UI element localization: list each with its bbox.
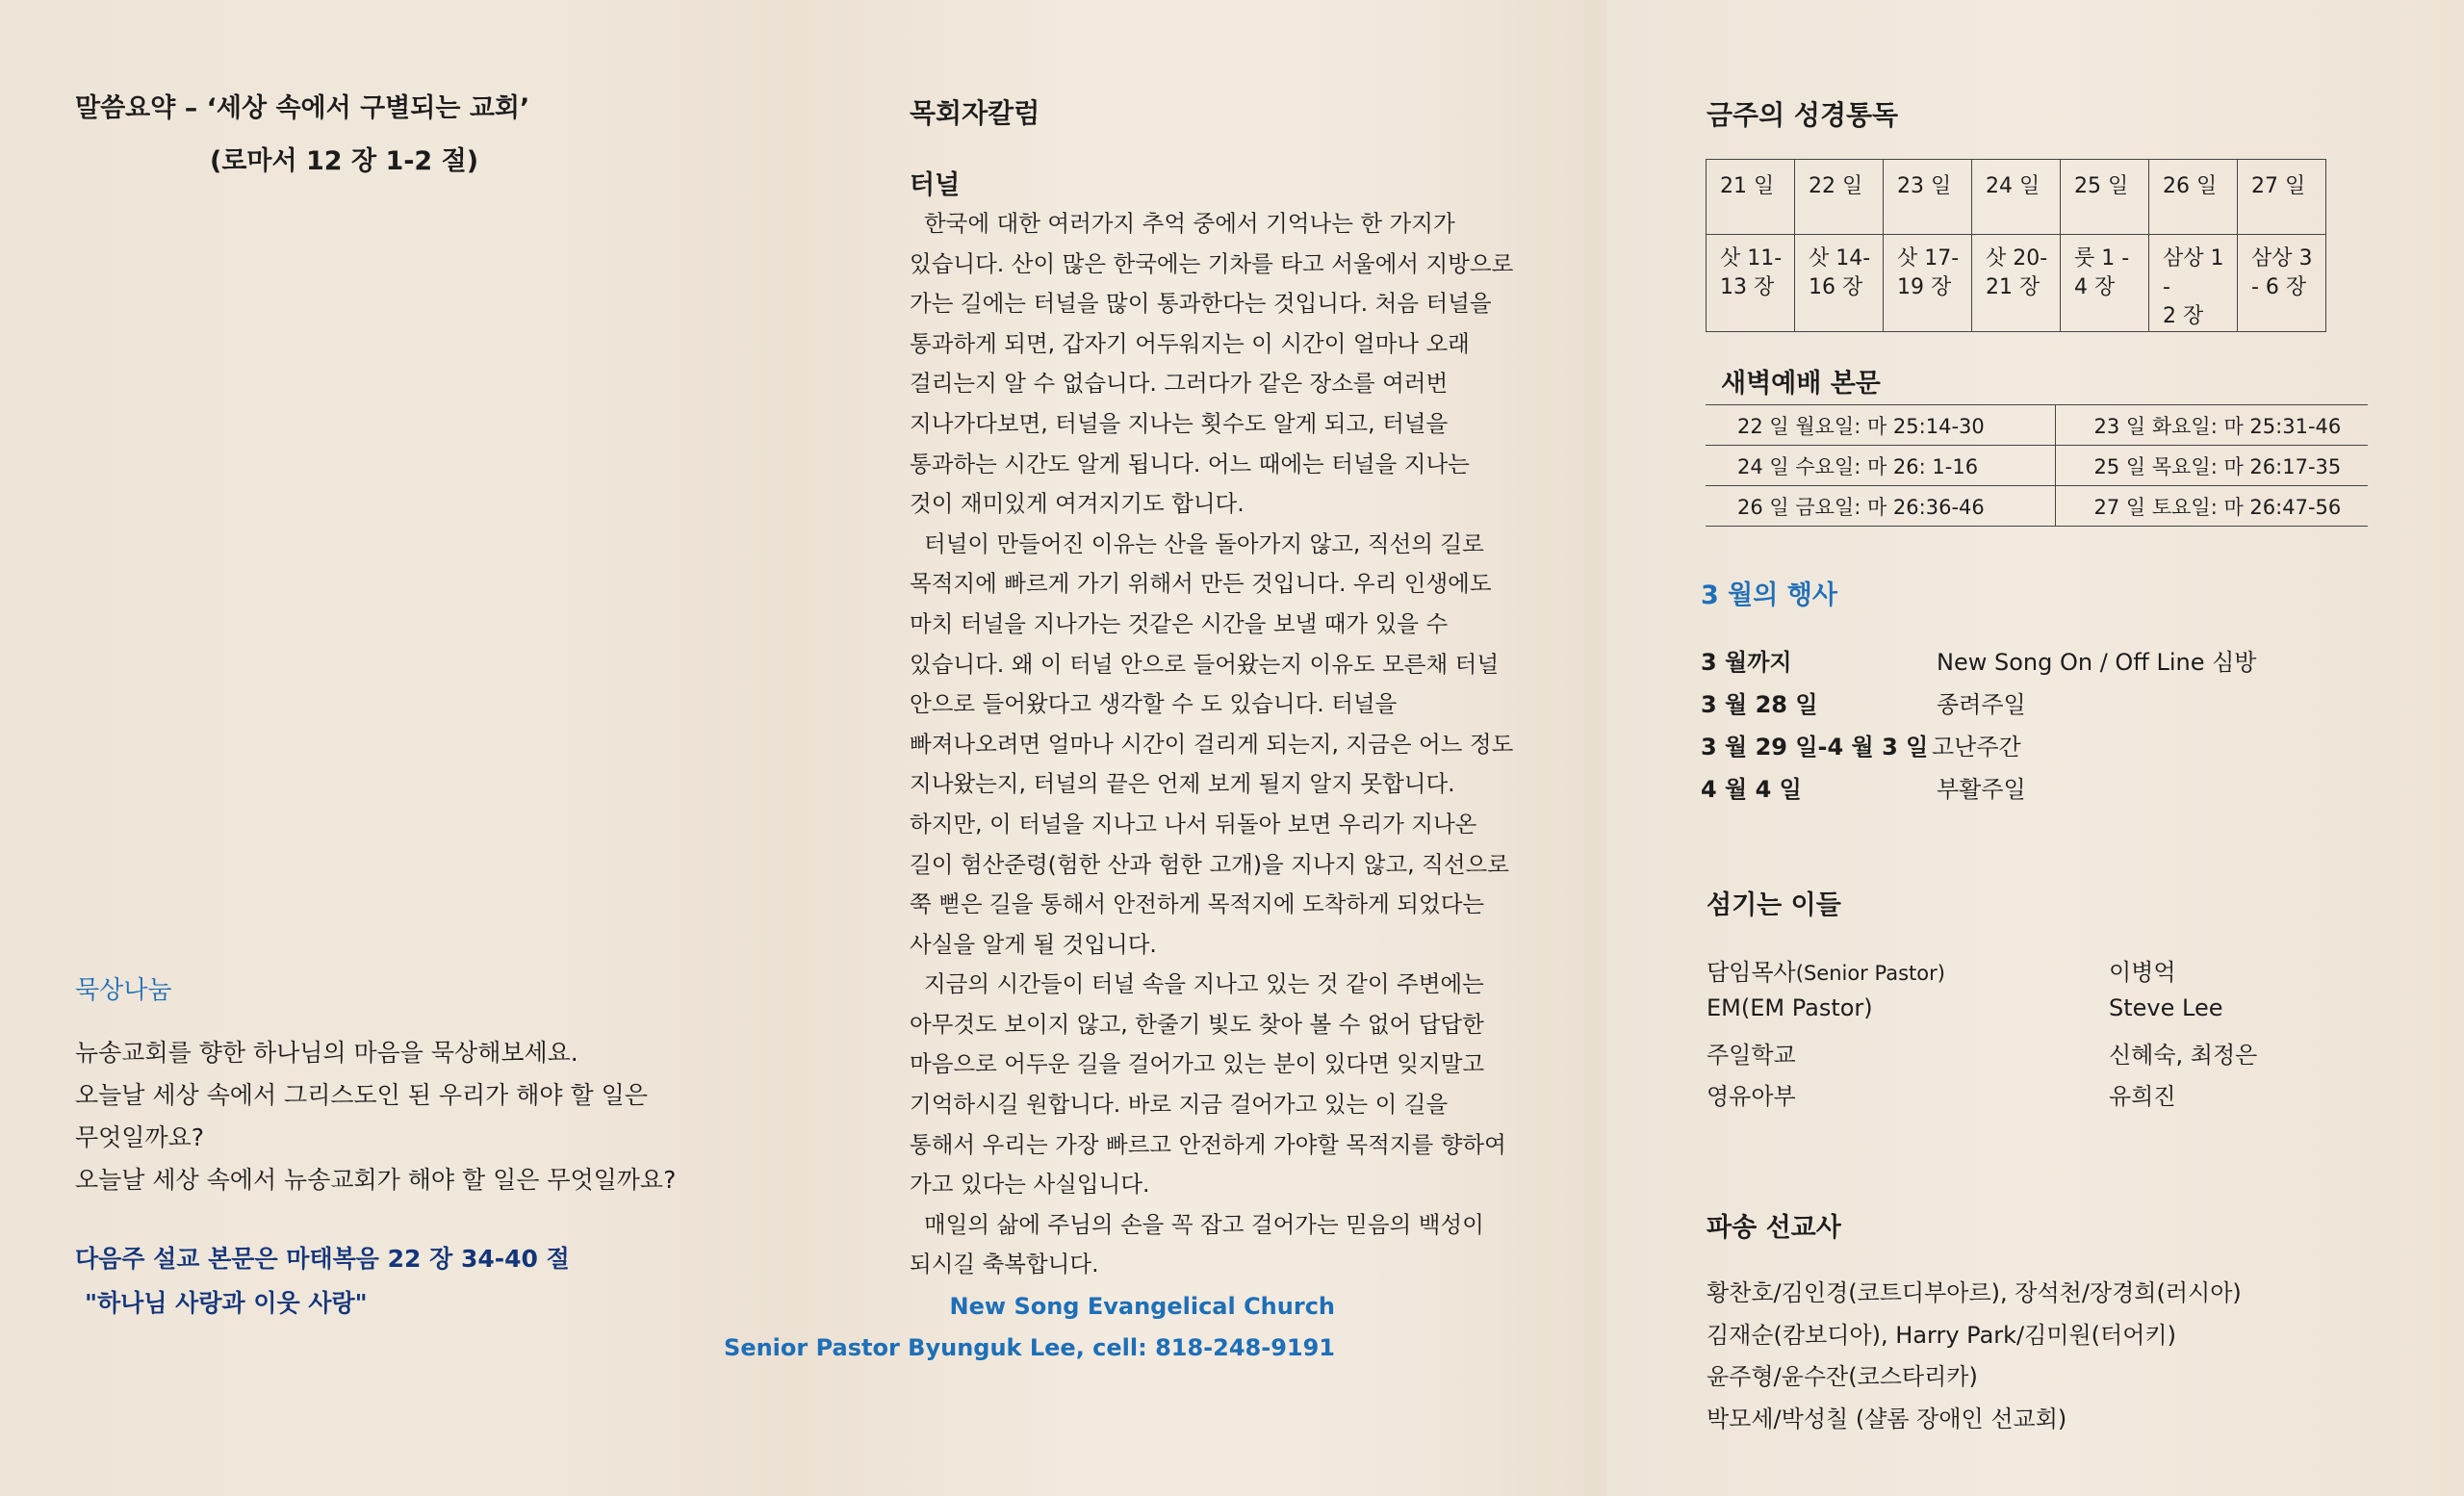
essay-line: 가는 길에는 터널을 많이 통과한다는 것입니다. 처음 터널을	[910, 290, 1492, 318]
pastor-contact: Senior Pastor Byunguk Lee, cell: 818-248-9191	[724, 1334, 1335, 1361]
bible-reading-cell	[2061, 235, 2149, 332]
bible-day-cell: 23 일	[1884, 160, 1972, 235]
bible-reading-cell	[1884, 235, 1972, 332]
dawn-cell: 26 일 금요일: 마 26:36-46	[1706, 486, 2055, 527]
essay-line: 있습니다. 왜 이 터널 안으로 들어왔는지 이유도 모른채 터널	[910, 650, 1500, 678]
meditation-line: 무엇일까요?	[75, 1123, 205, 1151]
essay-line: 지나왔는지, 터널의 끝은 언제 보게 될지 알지 못합니다.	[910, 770, 1455, 798]
event-name: 고난주간	[1932, 734, 2021, 761]
dawn-cell: 24 일 수요일: 마 26: 1-16	[1706, 446, 2055, 486]
event-date: 4 월 4 일	[1701, 776, 1802, 803]
missionary-line: 윤주형/윤수잔(코스타리카)	[1707, 1363, 1978, 1390]
essay-line: 것이 재미있게 여겨지기도 합니다.	[910, 490, 1245, 518]
essay-line: 쭉 뻗은 길을 통해서 안전하게 목적지에 도착하게 되었다는	[910, 890, 1485, 918]
essay-title: 터널	[910, 170, 961, 200]
servant-role: 영유아부	[1707, 1083, 1796, 1110]
missionary-line: 김재순(캄보디아), Harry Park/김미원(터어키)	[1707, 1321, 2176, 1349]
bible-day-cell: 25 일	[2061, 160, 2149, 235]
servant-role	[1707, 953, 1945, 987]
pastor-column-heading: 목회자칼럼	[910, 97, 1040, 129]
essay-line: 가고 있다는 사실입니다.	[910, 1171, 1150, 1199]
essay-line: 목적지에 빠르게 가기 위해서 만든 것입니다. 우리 인생에도	[910, 570, 1492, 598]
essay-line: 길이 험산준령(험한 산과 험한 고개)을 지나지 않고, 직선으로	[910, 850, 1509, 878]
reading-line: 2 장	[2163, 304, 2204, 328]
meditation-heading: 묵상나눔	[75, 976, 172, 1005]
events-heading: 3 월의 행사	[1701, 580, 1837, 610]
servants-heading: 섬기는 이들	[1707, 890, 1841, 920]
essay-line: 하지만, 이 터널을 지나고 나서 뒤돌아 보면 우리가 지나온	[910, 810, 1477, 838]
servant-role: 주일학교	[1707, 1042, 1796, 1069]
servant-name: 이병억	[2109, 959, 2176, 986]
dawn-cell: 25 일 목요일: 마 26:17-35	[2055, 446, 2368, 486]
event-name: 부활주일	[1937, 776, 2026, 803]
bible-days-row	[1707, 160, 2326, 235]
dawn-row	[1706, 446, 2368, 486]
essay-line: 한국에 대한 여러가지 추억 중에서 기억나는 한 가지가	[910, 210, 1455, 237]
reading-line: 19 장	[1897, 275, 1952, 299]
event-date: 3 월 28 일	[1701, 691, 1818, 718]
event-name: 종려주일	[1937, 691, 2026, 718]
essay-line: 되시길 축복합니다.	[910, 1251, 1099, 1278]
bible-reading-cell	[1795, 235, 1884, 332]
essay-line: 아무것도 보이지 않고, 한줄기 빛도 찾아 볼 수 없어 답답한	[910, 1010, 1484, 1038]
reading-line: 룻 1 -	[2074, 246, 2130, 271]
bible-day-cell: 24 일	[1972, 160, 2061, 235]
bible-day-cell: 22 일	[1795, 160, 1884, 235]
reading-line: 삿 17-	[1897, 246, 1960, 271]
missionary-line: 황찬호/김인경(코트디부아르), 장석천/장경희(러시아)	[1707, 1279, 2242, 1306]
reading-line: 4 장	[2074, 275, 2116, 299]
missionaries-heading: 파송 선교사	[1707, 1213, 1841, 1243]
essay-line: 마음으로 어두운 길을 걸어가고 있는 분이 있다면 잊지말고	[910, 1050, 1485, 1078]
meditation-line: 뉴송교회를 향한 하나님의 마음을 묵상해보세요.	[75, 1039, 578, 1067]
essay-line: 매일의 삶에 주님의 손을 꼭 잡고 걸어가는 믿음의 백성이	[910, 1210, 1484, 1238]
essay-line: 터널이 만들어진 이유는 산을 돌아가지 않고, 직선의 길로	[910, 529, 1484, 557]
bible-reading-cell	[1707, 235, 1795, 332]
meditation-line: 오늘날 세상 속에서 그리스도인 된 우리가 해야 할 일은	[75, 1081, 648, 1109]
reading-line: 삿 14-	[1809, 246, 1871, 271]
meditation-questions	[75, 1032, 676, 1201]
essay-line: 통해서 우리는 가장 빠르고 안전하게 가야할 목적지를 향하여	[910, 1130, 1506, 1158]
missionary-line: 박모세/박성칠 (샬롬 장애인 선교회)	[1707, 1405, 2067, 1432]
reading-line: 21 장	[1986, 275, 2040, 299]
bible-day-cell: 21 일	[1707, 160, 1795, 235]
reading-line: 삿 11-	[1720, 246, 1783, 271]
servant-name: 신혜숙, 최정은	[2109, 1042, 2258, 1069]
dawn-service-heading: 새벽예배 본문	[1721, 369, 1881, 399]
essay-line: 걸리는지 알 수 없습니다. 그러다가 같은 장소를 여러번	[910, 370, 1449, 398]
event-date: 3 월 29 일-4 월 3 일	[1701, 734, 1929, 761]
reading-line: 삿 20-	[1986, 246, 2048, 271]
missionaries-list	[1707, 1273, 2242, 1440]
servant-name: Steve Lee	[2109, 994, 2223, 1021]
essay-line: 있습니다. 산이 많은 한국에는 기차를 타고 서울에서 지방으로	[910, 249, 1514, 277]
bible-reading-cell	[2149, 235, 2238, 332]
essay-line: 마치 터널을 지나가는 것같은 시간을 보낼 때가 있을 수	[910, 609, 1449, 637]
bible-reading-cell	[1972, 235, 2061, 332]
sermon-scripture-reference: (로마서 12 장 1-2 절)	[210, 146, 479, 176]
bible-day-cell: 27 일	[2238, 160, 2326, 235]
essay-line: 사실을 알게 될 것입니다.	[910, 930, 1157, 958]
servant-role-label: 담임목사	[1707, 959, 1796, 986]
essay-line: 지금의 시간들이 터널 속을 지나고 있는 것 같이 주변에는	[910, 970, 1484, 998]
essay-line: 안으로 들어왔다고 생각할 수 도 있습니다. 터널을	[910, 690, 1398, 718]
church-name: New Song Evangelical Church	[949, 1293, 1335, 1320]
dawn-service-table	[1706, 404, 2368, 527]
essay-line: 통과하게 되면, 갑자기 어두워지는 이 시간이 얼마나 오래	[910, 329, 1470, 357]
essay-body	[910, 204, 1554, 1285]
servant-role: EM(EM Pastor)	[1707, 994, 1873, 1021]
bible-day-cell: 26 일	[2149, 160, 2238, 235]
next-sermon-text: 다음주 설교 본문은 마태복음 22 장 34-40 절	[75, 1245, 570, 1273]
bible-reading-table	[1706, 159, 2326, 332]
reading-line: 16 장	[1809, 275, 1863, 299]
dawn-cell: 22 일 월요일: 마 25:14-30	[1706, 405, 2055, 446]
dawn-row	[1706, 405, 2368, 446]
bible-reading-cell	[2238, 235, 2326, 332]
reading-line: 삼상 3	[2251, 246, 2313, 271]
event-date: 3 월까지	[1701, 649, 1792, 676]
essay-line: 기억하시길 원합니다. 바로 지금 걸어가고 있는 이 길을	[910, 1091, 1449, 1119]
event-name: New Song On / Off Line 심방	[1937, 649, 2257, 676]
essay-line: 통과하는 시간도 알게 됩니다. 어느 때에는 터널을 지나는	[910, 450, 1470, 477]
reading-line: 13 장	[1720, 275, 1775, 299]
essay-line: 지나가다보면, 터널을 지나는 횟수도 알게 되고, 터널을	[910, 409, 1449, 437]
dawn-cell: 27 일 토요일: 마 26:47-56	[2055, 486, 2368, 527]
dawn-row	[1706, 486, 2368, 527]
reading-line: 삼상 1 -	[2163, 246, 2224, 299]
bible-readings-row	[1707, 235, 2326, 332]
servant-name: 유희진	[2109, 1083, 2176, 1110]
essay-line: 빠져나오려면 얼마나 시간이 걸리게 되는지, 지금은 어느 정도	[910, 730, 1514, 758]
meditation-line: 오늘날 세상 속에서 뉴송교회가 해야 할 일은 무엇일까요?	[75, 1166, 677, 1194]
dawn-cell: 23 일 화요일: 마 25:31-46	[2055, 405, 2368, 446]
next-sermon-title: "하나님 사랑과 이웃 사랑"	[85, 1289, 368, 1317]
bible-reading-heading: 금주의 성경통독	[1707, 99, 1899, 131]
sermon-summary-title: 말씀요약 – ‘세상 속에서 구별되는 교회’	[75, 93, 530, 123]
reading-line: - 6 장	[2251, 275, 2307, 299]
servant-role-sub: (Senior Pastor)	[1795, 962, 1945, 985]
